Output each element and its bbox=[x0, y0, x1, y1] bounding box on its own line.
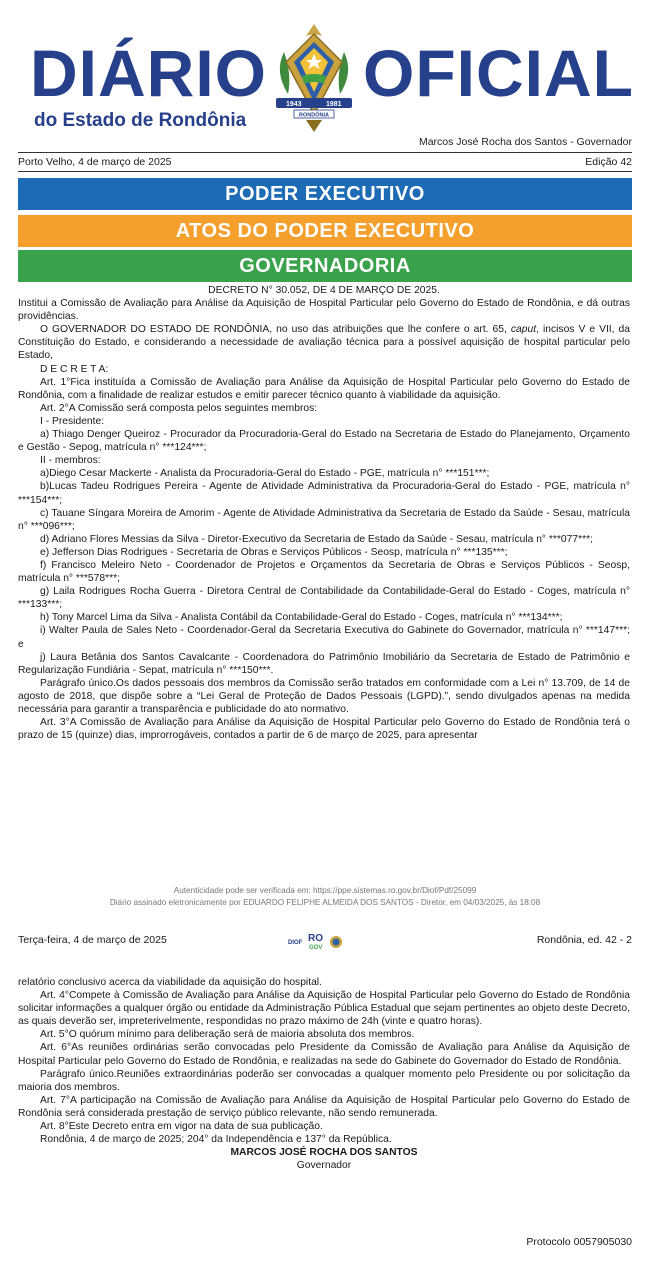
seal-year-left: 1943 bbox=[286, 101, 302, 108]
art-2: Art. 2°A Comissão será composta pelos seguintes membros: bbox=[40, 402, 318, 414]
art-5: Art. 5°O quórum mínimo para deliberação será de maioria absoluta dos membros. bbox=[40, 1029, 415, 1041]
protocol-number: Protocolo 0057905030 bbox=[526, 1236, 632, 1248]
art-3-start: Art. 3°A Comissão de Avaliação para Análise da Aquisição de Hospital Particular pelo Governo do Estado de Rondônia terá o prazo de 15 (quinze) dias, improrrogáveis, contados a partir de 6 de março de 2025, para apresentar bbox=[18, 717, 630, 742]
authenticity-note: Autenticidade pode ser verificada em: https://ppe.sistemas.ro.gov.br/Diof/Pdf/25099 bbox=[173, 886, 477, 895]
mini-logo-ro: RO bbox=[308, 933, 323, 944]
masthead-subtitle: do Estado de Rondônia bbox=[34, 110, 247, 131]
masthead-title-left: DIÁRIO bbox=[30, 36, 267, 110]
issue-edition: Edição 42 bbox=[585, 156, 632, 168]
issue-place-date: Porto Velho, 4 de março de 2025 bbox=[18, 156, 172, 168]
art-7: Art. 7°A participação na Comissão de Avaliação para Análise da Aquisição de Hospital Particular pelo Governo do Estado de Rondônia será considerada prestação de serviço público relevante, não sendo remunerada. bbox=[18, 1094, 630, 1119]
art-6: Art. 6°As reuniões ordinárias serão convocadas pelo Presidente da Comissão de Avaliação para Análise da Aquisição de Hospital Particular pelo Governo do Estado de Rondônia, e realizadas na sede do Gabinete do Governador do Estado de Rondônia. bbox=[18, 1042, 630, 1067]
member-f: f) Francisco Meleiro Neto - Coordenador de Projetos e Orçamentos da Secretaria de Obras e Serviços Públicos - Seosp, matrícula n° ***578***; bbox=[18, 559, 630, 585]
decree-title: DECRETO N° 30.052, DE 4 DE MARÇO DE 2025. bbox=[208, 285, 440, 296]
seal-year-right: 1981 bbox=[326, 101, 342, 108]
member-d: d) Adriano Flores Messias da Silva - Diretor-Executivo da Secretaria de Estado da Saúde - Sesau, matrícula n° ***077***; bbox=[40, 533, 593, 545]
member-a: a)Diego Cesar Mackerte - Analista da Procuradoria-Geral do Estado - PGE, matrícula n° ***151***; bbox=[40, 468, 490, 480]
decree-body-page1 bbox=[18, 284, 630, 742]
member-j: j) Laura Betânia dos Santos Cavalcante - Coordenadora do Patrimônio Imobiliário da Secretaria de Estado de Patrimônio e Regularização Fundiária - Sepat, matrícula n° ***150***. bbox=[18, 651, 630, 676]
preamble-part-b: , incisos V e VII, da Constituição do Estado, e considerando a necessidade de avaliação técnica para a possível aquisição de hospital particular pelo Estado, bbox=[18, 324, 630, 362]
art-3-end: relatório conclusivo acerca da viabilidade da aquisição do hospital. bbox=[18, 977, 322, 988]
issue-dateline bbox=[18, 156, 632, 168]
members-heading: II - membros: bbox=[40, 455, 101, 467]
paragrafo-unico-lgpd: Parágrafo único.Os dados pessoais dos membros da Comissão serão tratados em conformidade com a Lei n° 13.709, de 14 de agosto de 2018, que dispõe sobre a “Lei Geral de Proteção de Dados Pessoais (LGPD).”, sendo divulgados apenas na medida necessária para garantir a transparência e publicidade do ato normativo. bbox=[18, 677, 630, 715]
banner-atos: ATOS DO PODER EXECUTIVO bbox=[18, 215, 632, 247]
decree-preamble bbox=[18, 323, 630, 362]
member-c: c) Tauane Síngara Moreira de Amorim - Agente de Atividade Administrativa da Secretaria de Estado da Saúde - Sesau, matrícula n° ***096***; bbox=[18, 507, 630, 532]
signature-note: Diário assinado eletronicamente por EDUARDO FELIPHE ALMEIDA DOS SANTOS - Diretor, em 04/03/2025, às 18:08 bbox=[109, 898, 541, 907]
art-8: Art. 8°Este Decreto entra em vigor na data de sua publicação. bbox=[40, 1121, 323, 1133]
art-6-paragrafo: Parágrafo único.Reuniões extraordinárias poderão ser convocadas a qualquer momento pelo Presidente ou por solicitação da maioria dos membros. bbox=[18, 1068, 630, 1093]
signer-role: Governador bbox=[296, 1160, 352, 1172]
member-b: b)Lucas Tadeu Rodrigues Pereira - Agente de Atividade Administrativa da Procuradoria-Geral do Estado - PGE, matrícula n° ***154***; bbox=[18, 481, 630, 506]
preamble-caput: caput bbox=[510, 324, 537, 336]
mini-logo-diof: DIOF bbox=[288, 940, 303, 946]
banner-poder-executivo: PODER EXECUTIVO bbox=[18, 178, 632, 210]
art-1: Art. 1°Fica instituída a Comissão de Avaliação para Análise da Aquisição de Hospital Particular pelo Governo do Estado de Rondônia, com a finalidade de realizar estudos e emitir parecer técnico quanto à viabilidade da aquisição. bbox=[18, 376, 630, 401]
page2-edition: Rondônia, ed. 42 - 2 bbox=[536, 934, 632, 946]
decree-body-page2 bbox=[18, 976, 630, 1172]
preamble-part-a: O GOVERNADOR DO ESTADO DE RONDÔNIA, no uso das atribuições que lhe confere o art. 65, bbox=[40, 324, 511, 336]
banner-governadoria: GOVERNADORIA bbox=[18, 250, 632, 282]
signer-name: MARCOS JOSÉ ROCHA DOS SANTOS bbox=[230, 1147, 418, 1159]
mini-logo-gov: GOV bbox=[309, 945, 323, 951]
seal-label: RONDÔNIA bbox=[299, 112, 329, 119]
member-g: g) Laila Rodrigues Rocha Guerra - Diretora Central de Contabilidade da Contabilidade-Geral do Estado - Coges, matrícula n° ***133***; bbox=[18, 586, 630, 611]
governor-line: Marcos José Rocha dos Santos - Governador bbox=[418, 136, 632, 148]
top-rule bbox=[18, 152, 632, 153]
masthead bbox=[0, 0, 650, 150]
member-h: h) Tony Marcel Lima da Silva - Analista Contábil da Contabilidade-Geral do Estado - Coges, matrícula n° ***134***; bbox=[40, 612, 563, 624]
art-4: Art. 4°Compete à Comissão de Avaliação para Análise da Aquisição de Hospital Particular pelo Governo do Estado de Rondônia solicitar informações a qualquer órgão ou entidade da Administração Pública Estadual que sejam pertinentes ao objeto deste Decreto, as quais deverão ser, impreterivelmente, respondidas no prazo máximo de 24h (vinte e quatro horas). bbox=[18, 990, 630, 1028]
decree-ementa: Institui a Comissão de Avaliação para Análise da Aquisição de Hospital Particular pelo Governo do Estado de Rondônia, e dá outras providências. bbox=[18, 298, 630, 323]
rondonia-seal-icon bbox=[270, 22, 358, 134]
president-heading: I - Presidente: bbox=[40, 415, 105, 427]
masthead-title-right: OFICIAL bbox=[363, 36, 634, 110]
page2-date: Terça-feira, 4 de março de 2025 bbox=[18, 934, 167, 946]
member-e: e) Jefferson Dias Rodrigues - Secretaria de Obras e Serviços Públicos - Seosp, matrícula n° ***135***; bbox=[40, 546, 508, 558]
closing-line: Rondônia, 4 de março de 2025; 204° da Independência e 137° da República. bbox=[40, 1134, 392, 1146]
dateline-rule bbox=[18, 171, 632, 172]
member-i: i) Walter Paula de Sales Neto - Coordenador-Geral da Secretaria Executiva do Gabinete do Governador, matrícula n° ***147***; e bbox=[18, 625, 630, 650]
decreta-line: D E C R E T A: bbox=[40, 363, 109, 375]
diof-ro-gov-logo-icon bbox=[288, 930, 348, 952]
president-a: a) Thiago Denger Queiroz - Procurador da Procuradoria-Geral do Estado na Secretaria de Estado do Planejamento, Orçamento e Gestão - Sepog, matrícula n° ***124***; bbox=[18, 429, 630, 454]
